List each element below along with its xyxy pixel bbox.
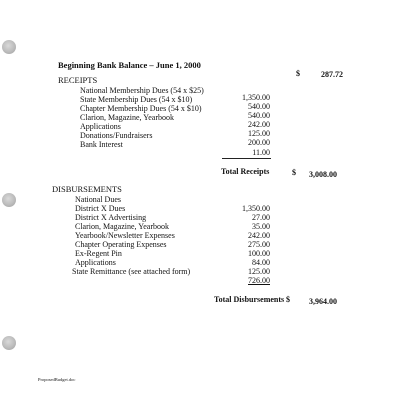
disbursement-amount: 27.00 [252,213,270,222]
receipt-label: National Membership Dues (54 x $25) [80,86,204,95]
receipt-amount: 540.00 [248,111,270,120]
receipt-amount: 1,350.00 [242,93,270,102]
punch-hole [2,336,16,350]
disbursement-label: State Remittance (see attached form) [72,267,191,276]
total-disbursements-currency: $ [286,295,290,304]
receipt-label: Bank Interest [80,140,123,149]
beginning-balance-amount: 287.72 [321,70,343,79]
receipt-amount: 540.00 [248,102,270,111]
receipt-amount: 242.00 [248,120,270,129]
receipt-label: State Membership Dues (54 x $10) [80,95,193,104]
disbursement-amount: 84.00 [252,258,270,267]
disbursement-label: Chapter Operating Expenses [75,240,167,249]
receipt-amount: 11.00 [252,148,270,157]
total-receipts-amount: 3,008.00 [309,170,337,179]
beginning-balance-currency: $ [296,69,300,78]
receipt-amount: 125.00 [248,129,270,138]
punch-hole [2,193,16,207]
disbursement-label: Applications [75,258,116,267]
disbursement-label: District X Dues [75,204,126,213]
receipt-amount: 200.00 [248,138,270,147]
receipt-label: Donations/Fundraisers [80,131,153,140]
total-receipts-label: Total Receipts [221,167,270,176]
total-disbursements-label: Total Disbursements [214,295,285,304]
disbursement-amount: 100.00 [248,249,270,258]
footer-filename: ProposedBudget.doc [38,377,76,382]
disbursement-label: Ex-Regent Pin [75,249,122,258]
receipt-label: Clarion, Magazine, Yearbook [80,113,174,122]
disbursement-label: National Dues [75,195,121,204]
disbursement-amount: 275.00 [248,240,270,249]
disbursements-heading: DISBURSEMENTS [52,184,122,194]
receipts-sum-rule [222,158,271,159]
total-disbursements-amount: 3,964.00 [309,297,337,306]
receipt-label: Applications [80,122,121,131]
disbursement-amount: 726.00 [248,276,270,285]
disbursement-label: District X Advertising [75,213,147,222]
disbursement-amount: 35.00 [252,222,270,231]
disbursement-label: Clarion, Magazine, Yearbook [75,222,169,231]
punch-hole [2,40,16,54]
total-receipts-currency: $ [292,168,296,177]
disbursement-amount: 1,350.00 [242,204,270,213]
disbursement-amount: 242.00 [248,231,270,240]
disbursement-label: Yearbook/Newsletter Expenses [75,231,175,240]
receipt-label: Chapter Membership Dues (54 x $10) [80,104,202,113]
receipts-heading: RECEIPTS [58,75,98,85]
beginning-balance-label: Beginning Bank Balance – June 1, 2000 [58,60,201,70]
disbursement-amount: 125.00 [248,267,270,276]
